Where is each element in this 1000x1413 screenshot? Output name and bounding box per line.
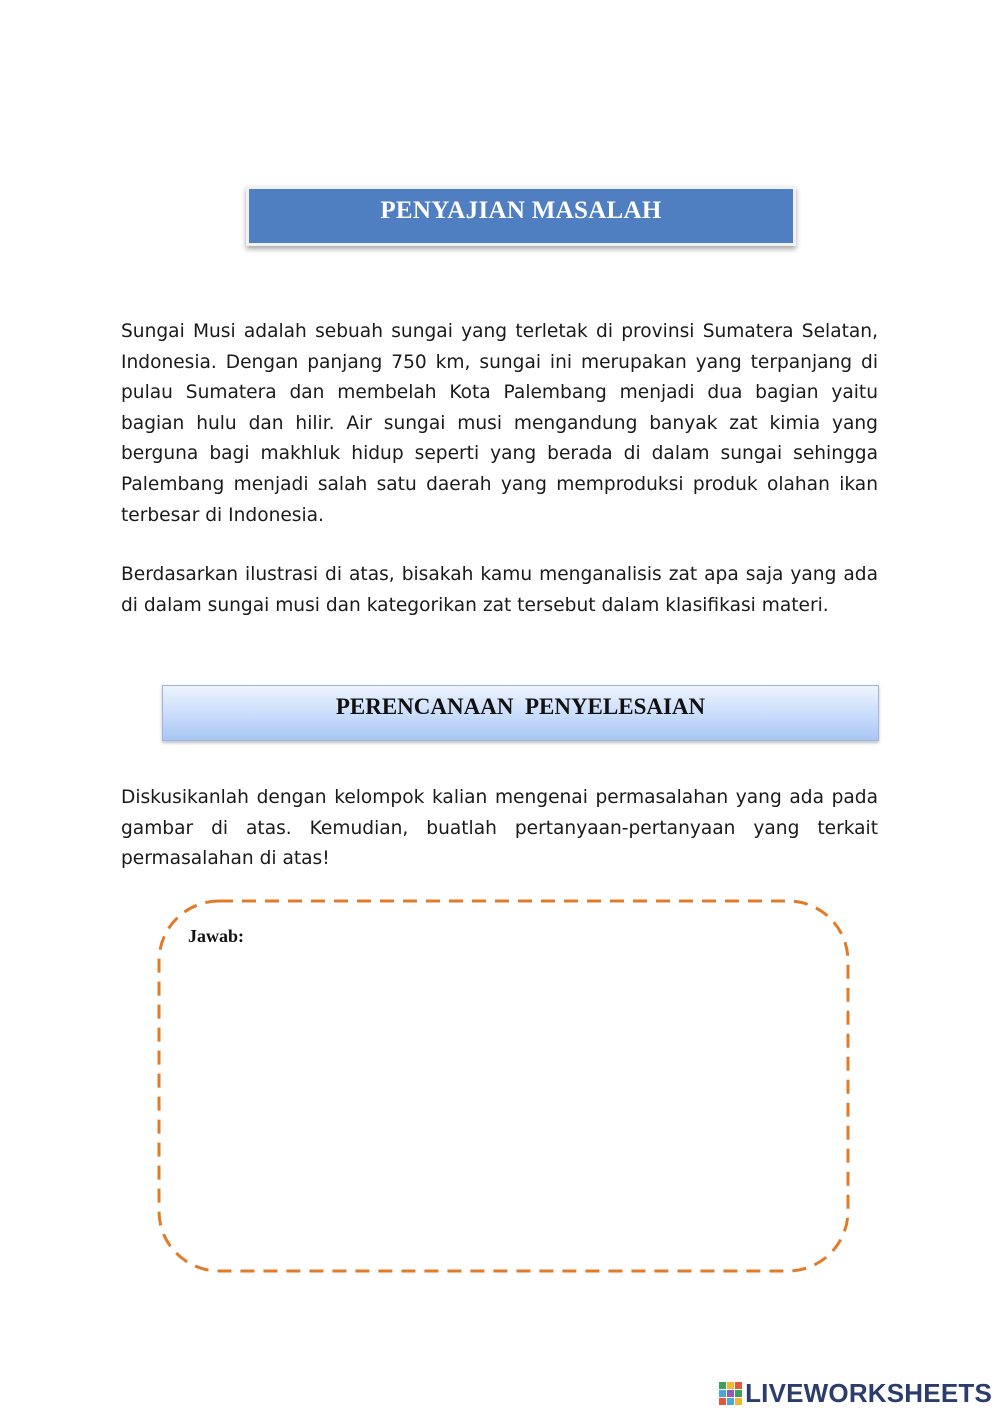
answer-label: Jawab:: [188, 926, 245, 946]
answer-box: [157, 899, 850, 1273]
liveworksheets-logo-icon: [719, 1382, 743, 1406]
perencanaan-penyelesaian-title: PERENCANAAN PENYELESAIAN: [335, 694, 706, 719]
penyajian-masalah-title: PENYAJIAN MASALAH: [380, 197, 662, 224]
liveworksheets-logo-text: LIVEWORKSHEETS: [745, 1378, 992, 1408]
answer-input[interactable]: [187, 959, 817, 1249]
question-paragraph: Berdasarkan ilustrasi di atas, bisakah kamu menganalisis zat apa saja yang ada di dalam sungai musi dan kategorikan zat tersebut dalam klasifikasi materi.: [121, 564, 878, 616]
penyajian-masalah-banner: [246, 186, 796, 246]
perencanaan-penyelesaian-banner: [162, 685, 879, 741]
instruction-paragraph: Diskusikanlah dengan kelompok kalian mengenai permasalahan yang ada pada gambar di atas. Kemudian, buatlah pertanyaan-pertanyaan yang terkait permasalahan di atas!: [121, 787, 878, 870]
problem-paragraph: Sungai Musi adalah sebuah sungai yang terletak di provinsi Sumatera Selatan, Indonesia. Dengan panjang 750 km, sungai ini merupakan yang terpanjang di pulau Sumatera dan membelah Kota Palembang menjadi dua bagian yaitu bagian hulu dan hilir. Air sungai musi mengandung banyak zat kimia yang berguna bagi makhluk hidup seperti yang berada di dalam sungai sehingga Palembang menjadi salah satu daerah yang memproduksi produk olahan ikan terbesar di Indonesia.: [121, 321, 878, 526]
liveworksheets-logo: [719, 1378, 992, 1409]
